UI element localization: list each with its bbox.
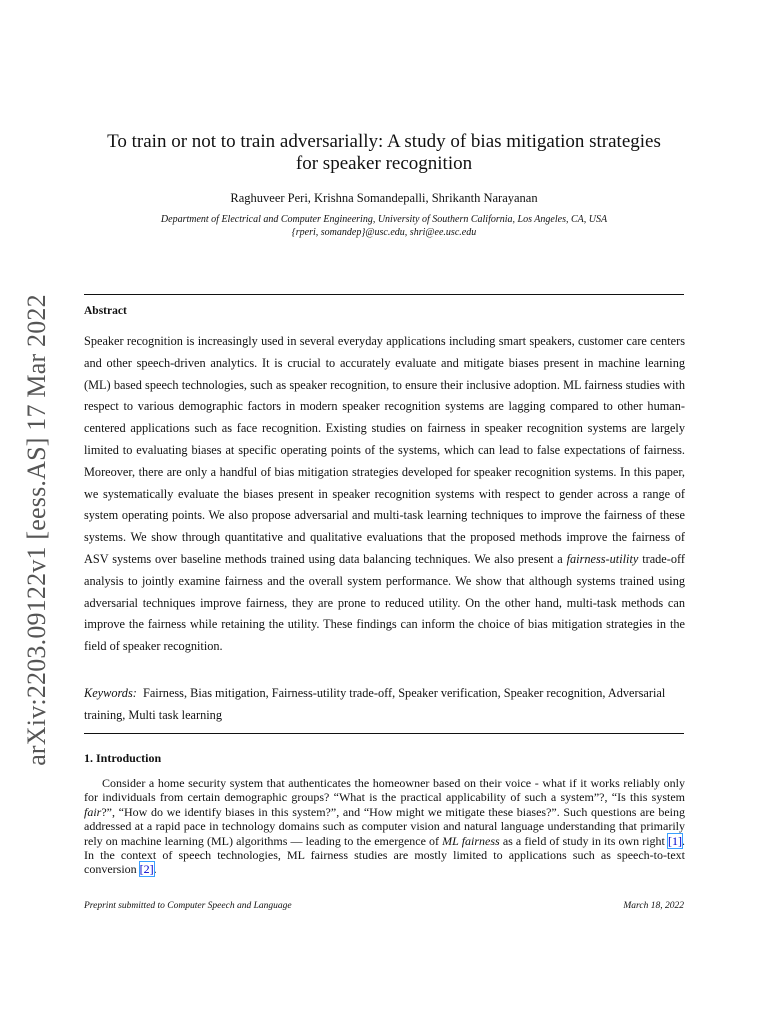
intro-text-1: Consider a home security system that authenticates the homeowner based on their voice - what if it works reliably only for individuals from certain demographic groups? “What is the practical applicability of such a system”?, “Is this system (84, 776, 685, 805)
abstract-text-part-2: trade-off analysis to jointly examine fairness and the overall system performance. We show that although systems trained using adversarial techniques improve fairness, they are prone to reduced utility. On the other hand, multi-task methods can improve the fairness while retaining the utility. These findings can inform the choice of bias mitigation strategies in the field of speaker recognition. (84, 551, 685, 654)
citation-link-2[interactable]: [2] (139, 862, 154, 877)
keywords-line (84, 682, 685, 726)
section-heading-introduction: 1. Introduction (84, 751, 162, 765)
intro-emphasis-fair: fair (84, 804, 102, 819)
abstract-bottom-rule (84, 733, 684, 734)
affiliation: Department of Electrical and Computer Engineering, University of Southern California, Los Angeles, CA, USA (160, 214, 608, 225)
footer-preprint-note: Preprint submitted to Computer Speech and Language (84, 901, 292, 911)
intro-text-4: . In the context of speech technologies, ML fairness studies are mostly limited to applications such as speech-to-text conversion (84, 833, 685, 877)
intro-text-2: ?”, “How do we identify biases in this system?”, and “How might we mitigate these biases?”. Such questions are being addressed at a rapid pace in technology domains such as computer vision and natural language understanding that primarily rely on machine learning (ML) algorithms — leading to the emergence of (84, 804, 685, 848)
abstract-text (84, 331, 685, 658)
keywords-label: Keywords: (84, 686, 137, 700)
citation-link-1[interactable]: [1] (668, 833, 682, 848)
affiliation-block (60, 213, 708, 239)
keywords-list: Fairness, Bias mitigation, Fairness-utility trade-off, Speaker verification, Speaker recognition, Adversarial training, Multi task learning (84, 686, 666, 722)
footer-date: March 18, 2022 (623, 901, 684, 911)
intro-text-3: as a field of study in its own right (499, 833, 668, 848)
author-emails: {rperi, somandep}@usc.edu, shri@ee.usc.edu (291, 227, 477, 238)
paper-title-line-1: To train or not to train adversarially: A study of bias mitigation strategies (107, 131, 661, 152)
arxiv-margin-identifier: arXiv:2203.09122v1 [eess.AS] 17 Mar 2022 (22, 294, 51, 766)
intro-text-5: . (153, 862, 157, 877)
introduction-paragraph (84, 776, 685, 877)
abstract-text-part-1: Speaker recognition is increasingly used in several everyday applications including smart speakers, customer care centers and other speech-driven analytics. It is crucial to accurately evaluate and mitigate biases present in machine learning (ML) based speech technologies, such as speaker recognition, to ensure their inclusive adoption. ML fairness studies with respect to various demographic factors in modern speaker recognition systems are lagging compared to other human-centered applications such as face recognition. Existing studies on fairness in speaker recognition systems are largely limited to evaluating biases at specific operating points of the systems, which can lead to false expectations of fairness. Moreover, there are only a handful of bias mitigation strategies developed for speaker recognition systems. In this paper, we systematically evaluate the biases present in speaker recognition systems with respect to gender across a range of system operating points. We also propose adversarial and multi-task learning techniques to improve the fairness of these systems. We show through quantitative and qualitative evaluations that the proposed methods improve the fairness of ASV systems over baseline methods trained using data balancing techniques. We also present a (84, 334, 685, 566)
abstract-heading: Abstract (84, 305, 127, 317)
abstract-emphasis: fairness-utility (566, 551, 639, 566)
author-list: Raghuveer Peri, Krishna Somandepalli, Shrikanth Narayanan (230, 191, 538, 205)
intro-emphasis-ml-fairness: ML fairness (442, 833, 500, 848)
paper-title-line-2: for speaker recognition (295, 153, 473, 174)
abstract-top-rule (84, 294, 684, 295)
